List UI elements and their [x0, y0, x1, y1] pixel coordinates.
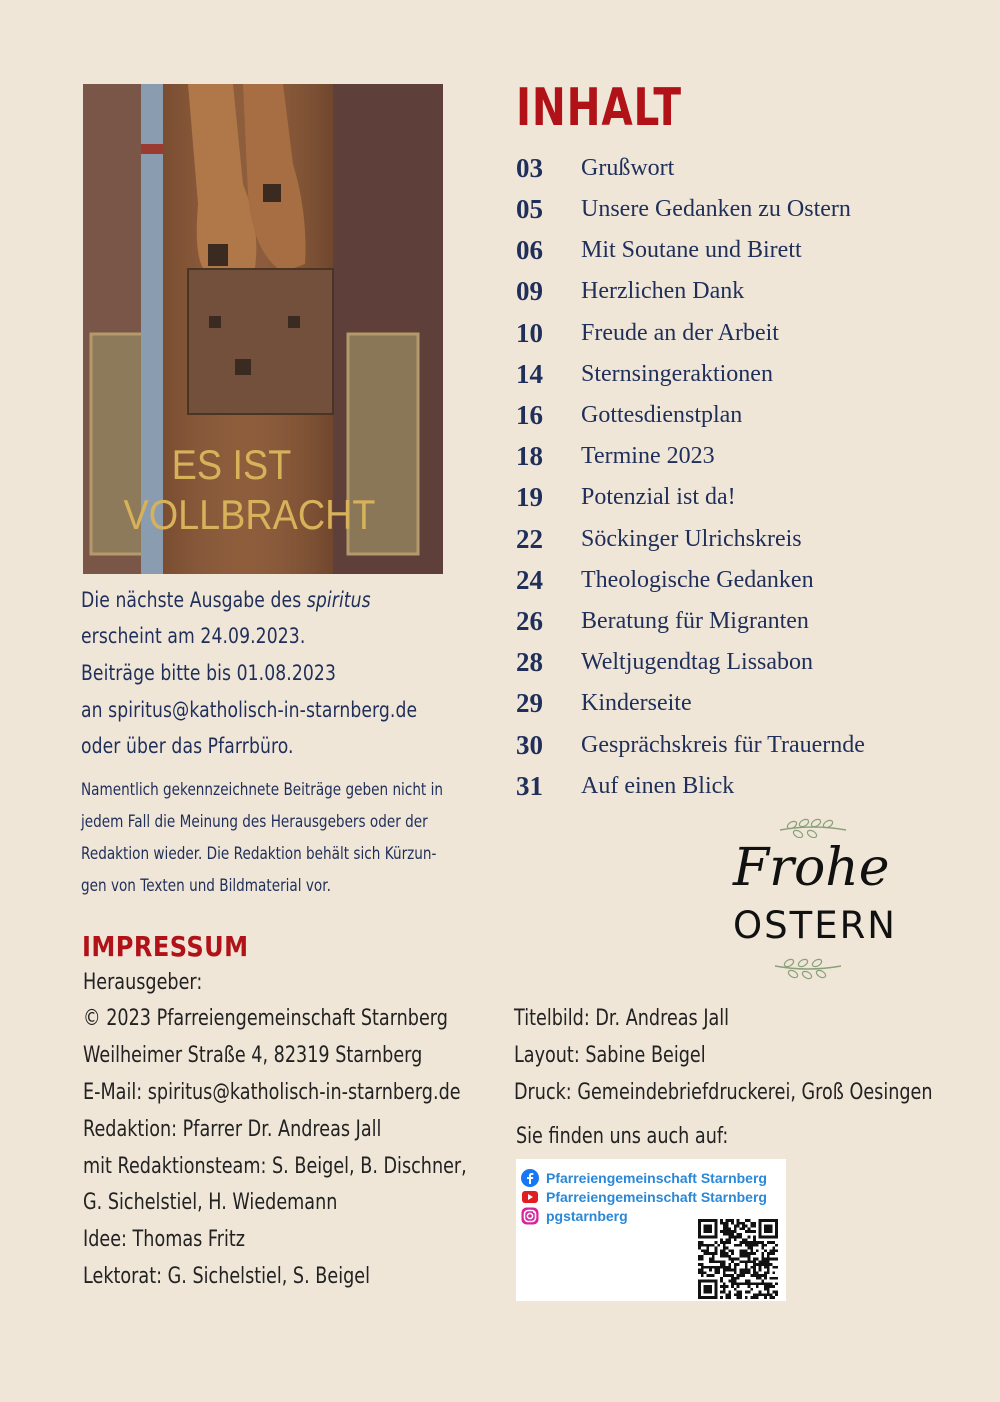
impressum-line: Redaktion: Pfarrer Dr. Andreas Jall	[83, 1117, 382, 1142]
instagram-label: pgstarnberg	[546, 1208, 628, 1224]
toc-item-title: Termine 2023	[581, 443, 715, 469]
impressum-line: Lektorat: G. Sichelstiel, S. Beigel	[83, 1264, 370, 1289]
facebook-label: Pfarreiengemeinschaft Starnberg	[546, 1170, 767, 1186]
toc-item[interactable]	[516, 359, 976, 399]
impressum-heading: IMPRESSUM	[82, 930, 249, 963]
toc-page-number: 06	[516, 235, 543, 265]
disclaimer-line: Namentlich gekennzeichnete Beiträge geben nicht in	[81, 780, 443, 800]
toc-item-title: Weltjugendtag Lissabon	[581, 649, 814, 675]
toc-page-number: 22	[516, 524, 543, 554]
toc-page-number: 19	[516, 482, 543, 512]
credit-cover: Titelbild: Dr. Andreas Jall	[514, 1006, 730, 1031]
toc-item[interactable]	[516, 647, 976, 687]
toc-item[interactable]	[516, 441, 976, 481]
contents-heading: INHALT	[516, 78, 682, 138]
social-heading: Sie finden uns auch auf:	[516, 1124, 729, 1149]
greeting-frohe: Frohe	[733, 838, 890, 898]
toc-item-title: Söckinger Ulrichskreis	[581, 526, 802, 552]
toc-item[interactable]	[516, 153, 976, 193]
credit-layout: Layout: Sabine Beigel	[514, 1043, 706, 1068]
toc-item[interactable]	[516, 318, 976, 358]
toc-item-title: Beratung für Migranten	[581, 608, 809, 634]
qr-code-icon[interactable]	[697, 1219, 779, 1299]
toc-item[interactable]	[516, 482, 976, 522]
toc-item[interactable]	[516, 400, 976, 440]
toc-page-number: 31	[516, 771, 543, 801]
youtube-link[interactable]	[520, 1188, 767, 1206]
disclaimer-line: jedem Fall die Meinung des Herausgebers oder der	[81, 812, 428, 832]
impressum-line: © 2023 Pfarreiengemeinschaft Starnberg	[83, 1006, 448, 1031]
toc-page-number: 14	[516, 359, 543, 389]
toc-item[interactable]	[516, 276, 976, 316]
impressum-email[interactable]: E-Mail: spiritus@katholisch-in-starnberg.de	[83, 1080, 461, 1105]
instagram-link[interactable]	[520, 1207, 628, 1225]
toc-item-title: Sternsingeraktionen	[581, 361, 773, 387]
toc-page-number: 29	[516, 688, 543, 718]
toc-item[interactable]	[516, 565, 976, 605]
toc-page-number: 03	[516, 153, 543, 183]
toc-page-number: 09	[516, 276, 543, 306]
impressum-line: G. Sichelstiel, H. Wiedemann	[83, 1190, 338, 1215]
toc-item-title: Kinderseite	[581, 690, 692, 716]
youtube-icon	[520, 1188, 540, 1206]
disclaimer-line: Redaktion wieder. Die Redaktion behält sich Kürzun-	[81, 844, 437, 864]
toc-item-title: Potenzial ist da!	[581, 484, 736, 510]
toc-item[interactable]	[516, 235, 976, 275]
toc-item[interactable]	[516, 771, 976, 811]
toc-item-title: Theologische Gedanken	[581, 567, 814, 593]
toc-item[interactable]	[516, 730, 976, 770]
cover-photo	[83, 84, 443, 574]
toc-page-number: 18	[516, 441, 543, 471]
greeting-ostern: OSTERN	[733, 904, 897, 947]
toc-item-title: Herzlichen Dank	[581, 278, 745, 304]
leaf-ornament-icon	[773, 956, 843, 982]
toc-item[interactable]	[516, 524, 976, 564]
toc-item-title: Grußwort	[581, 155, 675, 181]
social-card	[516, 1159, 786, 1301]
toc-item[interactable]	[516, 688, 976, 728]
credit-print: Druck: Gemeindebriefdruckerei, Groß Oesingen	[514, 1080, 933, 1105]
leaf-ornament-icon	[778, 816, 848, 838]
impressum-line: Herausgeber:	[83, 970, 203, 995]
notice-line-5: oder über das Pfarrbüro.	[81, 734, 294, 758]
toc-item-title: Mit Soutane und Birett	[581, 237, 802, 263]
notice-publication-name: spiritus	[306, 588, 371, 612]
facebook-icon	[520, 1169, 540, 1187]
toc-page-number: 26	[516, 606, 543, 636]
toc-page-number: 30	[516, 730, 543, 760]
impressum-line: Weilheimer Straße 4, 82319 Starnberg	[83, 1043, 423, 1068]
toc-item-title: Gottesdienstplan	[581, 402, 743, 428]
notice-line-2: erscheint am 24.09.2023.	[81, 624, 306, 648]
youtube-label: Pfarreiengemeinschaft Starnberg	[546, 1189, 767, 1205]
impressum-line: Idee: Thomas Fritz	[83, 1227, 246, 1252]
inscription-line2: VOLLBRACHT	[123, 492, 376, 539]
toc-item[interactable]	[516, 194, 976, 234]
notice-line-3: Beiträge bitte bis 01.08.2023	[81, 661, 336, 685]
toc-item-title: Unsere Gedanken zu Ostern	[581, 196, 851, 222]
inscription-line1: ES IST	[171, 442, 292, 489]
notice-line-1	[81, 588, 371, 612]
facebook-link[interactable]	[520, 1169, 767, 1187]
notice-line-1-text: Die nächste Ausgabe des	[81, 588, 307, 612]
toc-item[interactable]	[516, 606, 976, 646]
notice-email[interactable]: an spiritus@katholisch-in-starnberg.de	[81, 698, 418, 722]
toc-item-title: Auf einen Blick	[581, 773, 735, 799]
toc-page-number: 24	[516, 565, 543, 595]
toc-page-number: 16	[516, 400, 543, 430]
toc-item-title: Freude an der Arbeit	[581, 320, 779, 346]
toc-page-number: 10	[516, 318, 543, 348]
impressum-line: mit Redaktionsteam: S. Beigel, B. Dischner,	[83, 1154, 467, 1179]
toc-page-number: 28	[516, 647, 543, 677]
instagram-icon	[520, 1207, 540, 1225]
toc-item-title: Gesprächskreis für Trauernde	[581, 732, 865, 758]
disclaimer-line: gen von Texten und Bildmaterial vor.	[81, 876, 331, 896]
toc-page-number: 05	[516, 194, 543, 224]
